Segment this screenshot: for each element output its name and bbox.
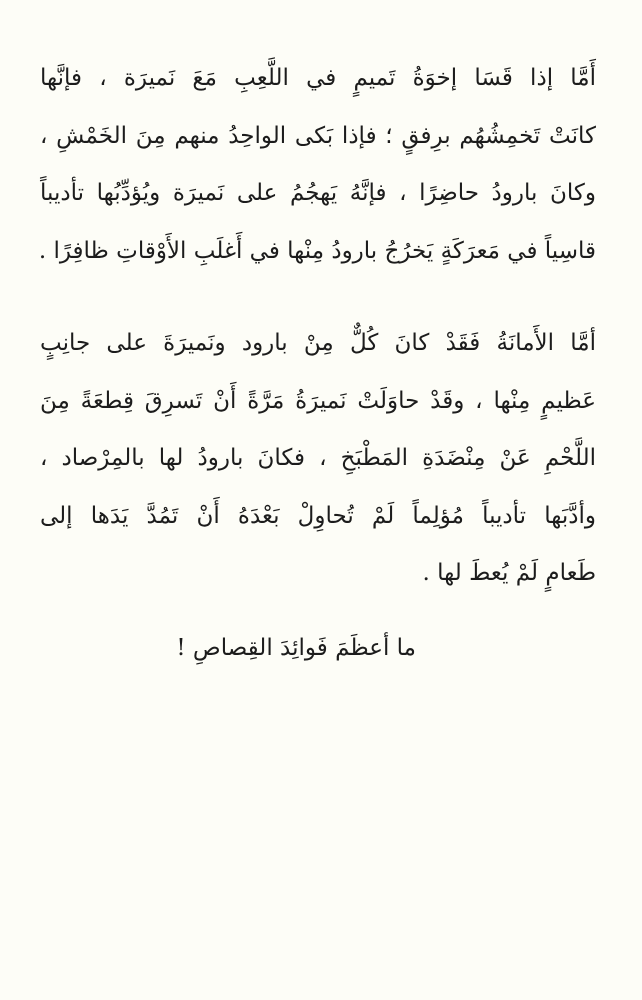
paragraph-line: اللَّحْمِ عَنْ مِنْضَدَةِ المَطْبَخِ ، فكانَ بارودُ لها بالمِرْصاد ،	[40, 445, 596, 471]
paragraph-line: أمَّا الأَمانَةُ فَقَدْ كانَ كُلٌّ مِنْ بارود ونَميرَةَ على جانِبٍ	[40, 330, 596, 356]
paragraph-3	[16, 620, 416, 678]
paragraph-line: وكانَ بارودُ حاضِرًا ، فإنَّهُ يَهجُمُ على نَميرَة ويُؤدِّبُها تأديباً	[40, 180, 596, 206]
paragraph-line: قاسِياً في مَعرَكَةٍ يَخرُجُ بارودُ مِنْها في أَغلَبِ الأَوْقاتِ ظافِرًا .	[38, 237, 596, 264]
paragraph-line: كانَتْ تَخمِشُهُم برِفقٍ ؛ فإذا بَكى الواحِدُ منهم مِنَ الخَمْشِ ،	[40, 122, 596, 149]
paragraph-2	[40, 315, 596, 603]
paragraph-1	[40, 50, 596, 280]
paragraph-line: وأدَّبَها تأديباً مُؤلِماً لَمْ تُحاوِلْ بَعْدَهُ أَنْ تَمُدَّ يَدَها إلى	[40, 502, 596, 529]
paragraph-line: أَمَّا إذا قَسَا إخوَةُ تَميمٍ في اللَّعِبِ مَعَ نَميرَة ، فإنَّها	[40, 65, 596, 91]
paragraph-line: ما أعظَمَ فَوائِدَ القِصاصِ !	[176, 635, 416, 661]
paragraph-line: طَعامٍ لَمْ يُعطَ لها .	[422, 560, 596, 586]
paragraph-line: عَظيمٍ مِنْها ، وقَدْ حاوَلَتْ نَميرَةُ مَرَّةً أَنْ تَسرِقَ قِطعَةً مِنَ	[40, 387, 596, 414]
